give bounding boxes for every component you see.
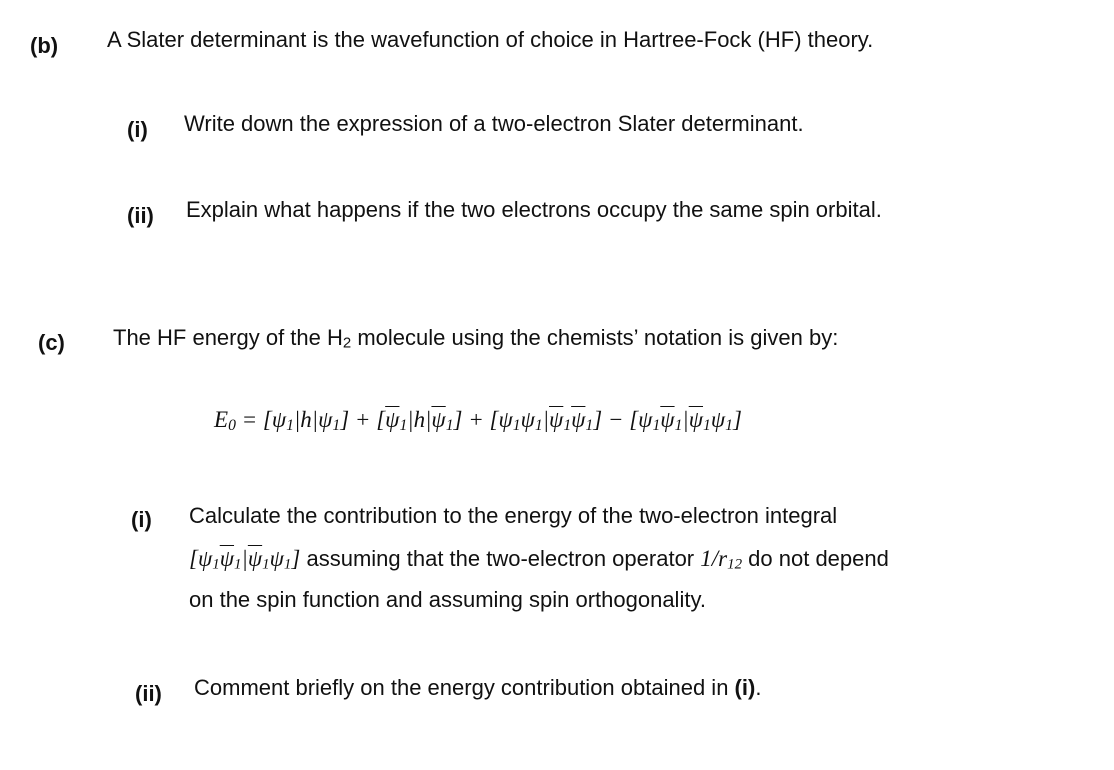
equation-term-4-end: ] xyxy=(732,407,742,432)
equation-term-3-subscript-3: 1 xyxy=(563,416,572,434)
equation-term-4-subscript-4: 1 xyxy=(725,416,733,434)
question-c-part-i-line-2-end: do not depend xyxy=(742,546,889,571)
equation-equals: = xyxy=(235,407,263,432)
equation-term-2-barred-psi-1: $\overline{\psi}$ xyxy=(385,407,400,432)
equation-term-3-barred-psi-2: $\overline{\psi}$ xyxy=(571,407,586,432)
equation-term-3-psi-2: ψ xyxy=(520,407,535,432)
operator-subscript: 12 xyxy=(727,556,743,573)
equation-term-1-middle: |h|ψ xyxy=(293,407,333,432)
integral-psi-4: ψ xyxy=(269,546,284,571)
equation-term-1-subscript: 1 xyxy=(286,416,294,434)
equation-term-3-start: [ψ xyxy=(489,407,513,432)
equation-term-3-end: ] xyxy=(593,407,603,432)
integral-subscript-2: 1 xyxy=(234,556,242,573)
integral-end: ] xyxy=(291,546,301,571)
question-c-part-i-line-3: on the spin function and assuming spin orthogonality. xyxy=(189,587,706,612)
integral-subscript-4: 1 xyxy=(283,556,292,573)
equation-term-3-subscript-1: 1 xyxy=(512,416,521,434)
equation-term-2-middle: |h| xyxy=(407,407,432,432)
integral-separator: | xyxy=(241,546,248,571)
question-c-label: (c) xyxy=(38,330,65,355)
equation-term-4-subscript-1: 1 xyxy=(652,416,661,434)
equation-term-1-subscript-2: 1 xyxy=(332,416,341,434)
question-b-label: (b) xyxy=(30,33,59,58)
integral-subscript-1: 1 xyxy=(212,556,220,573)
question-b-part-i-label: (i) xyxy=(127,117,148,142)
question-b-statement: A Slater determinant is the wavefunction of choice in Hartree-Fock (HF) theory. xyxy=(107,27,874,52)
hf-energy-equation xyxy=(214,408,742,433)
equation-term-3-barred-psi-1: $\overline{\psi}$ xyxy=(549,407,564,432)
equation-lhs-subscript: 0 xyxy=(228,416,236,434)
equation-term-2-end: ] xyxy=(453,407,463,432)
equation-term-1-end: ] xyxy=(340,407,350,432)
question-c-part-ii-reference: (i) xyxy=(734,675,756,700)
question-c-statement xyxy=(113,327,838,352)
equation-term-3-subscript-2: 1 xyxy=(534,416,543,434)
integral-barred-psi-2: $\overline{\psi}$ xyxy=(247,546,263,571)
equation-term-4-psi-4: ψ xyxy=(710,407,726,432)
equation-minus: − xyxy=(607,407,630,432)
question-b-part-ii-text: Explain what happens if the two electrons occupy the same spin orbital. xyxy=(186,197,882,222)
equation-term-4-subscript-2: 1 xyxy=(674,416,683,434)
question-b-part-ii-label: (ii) xyxy=(127,203,154,228)
question-c-part-ii-text xyxy=(194,677,761,699)
question-c-part-ii-text-start: Comment briefly on the energy contribution obtained in xyxy=(194,675,735,700)
equation-term-2-subscript-2: 1 xyxy=(445,416,454,434)
question-c-part-i-label: (i) xyxy=(131,507,152,532)
equation-plus-1: + xyxy=(354,407,377,432)
equation-lhs: E xyxy=(214,407,229,432)
operator-prefix: 1/r xyxy=(700,546,728,571)
equation-term-4-start: [ψ xyxy=(629,407,653,432)
equation-term-2-start: [ xyxy=(376,407,386,432)
question-b-part-i-text: Write down the expression of a two-electron Slater determinant. xyxy=(184,111,804,136)
integral-subscript-3: 1 xyxy=(262,556,270,573)
equation-term-4-barred-psi-1: $\overline{\psi}$ xyxy=(660,407,675,432)
question-c-statement-end: molecule using the chemists’ notation is given by: xyxy=(351,325,839,350)
question-c-statement-start: The HF energy of the H xyxy=(113,325,343,350)
equation-term-4-subscript-3: 1 xyxy=(703,416,711,434)
equation-term-3-subscript-4: 1 xyxy=(585,416,594,434)
integral-barred-psi-1: $\overline{\psi}$ xyxy=(219,546,235,571)
equation-term-1-start: [ψ xyxy=(262,407,287,432)
equation-term-4-separator: | xyxy=(682,407,689,432)
question-c-part-ii-label: (ii) xyxy=(135,681,162,706)
question-c-part-i-line-1: Calculate the contribution to the energy of the two-electron integral xyxy=(189,503,838,528)
equation-plus-2: + xyxy=(468,407,490,432)
question-c-part-i-line-2 xyxy=(189,547,889,573)
equation-term-4-barred-psi-2: $\overline{\psi}$ xyxy=(688,407,704,432)
equation-term-2-subscript-1: 1 xyxy=(399,416,408,434)
equation-term-2-barred-psi-2: $\overline{\psi}$ xyxy=(431,407,446,432)
equation-term-3-separator: | xyxy=(542,407,550,432)
question-c-part-ii-text-end: . xyxy=(755,675,762,700)
question-c-h2-subscript: 2 xyxy=(342,334,352,352)
question-c-part-i-line-2-middle: assuming that the two-electron operator xyxy=(300,546,701,571)
integral-start: [ψ xyxy=(189,546,213,571)
